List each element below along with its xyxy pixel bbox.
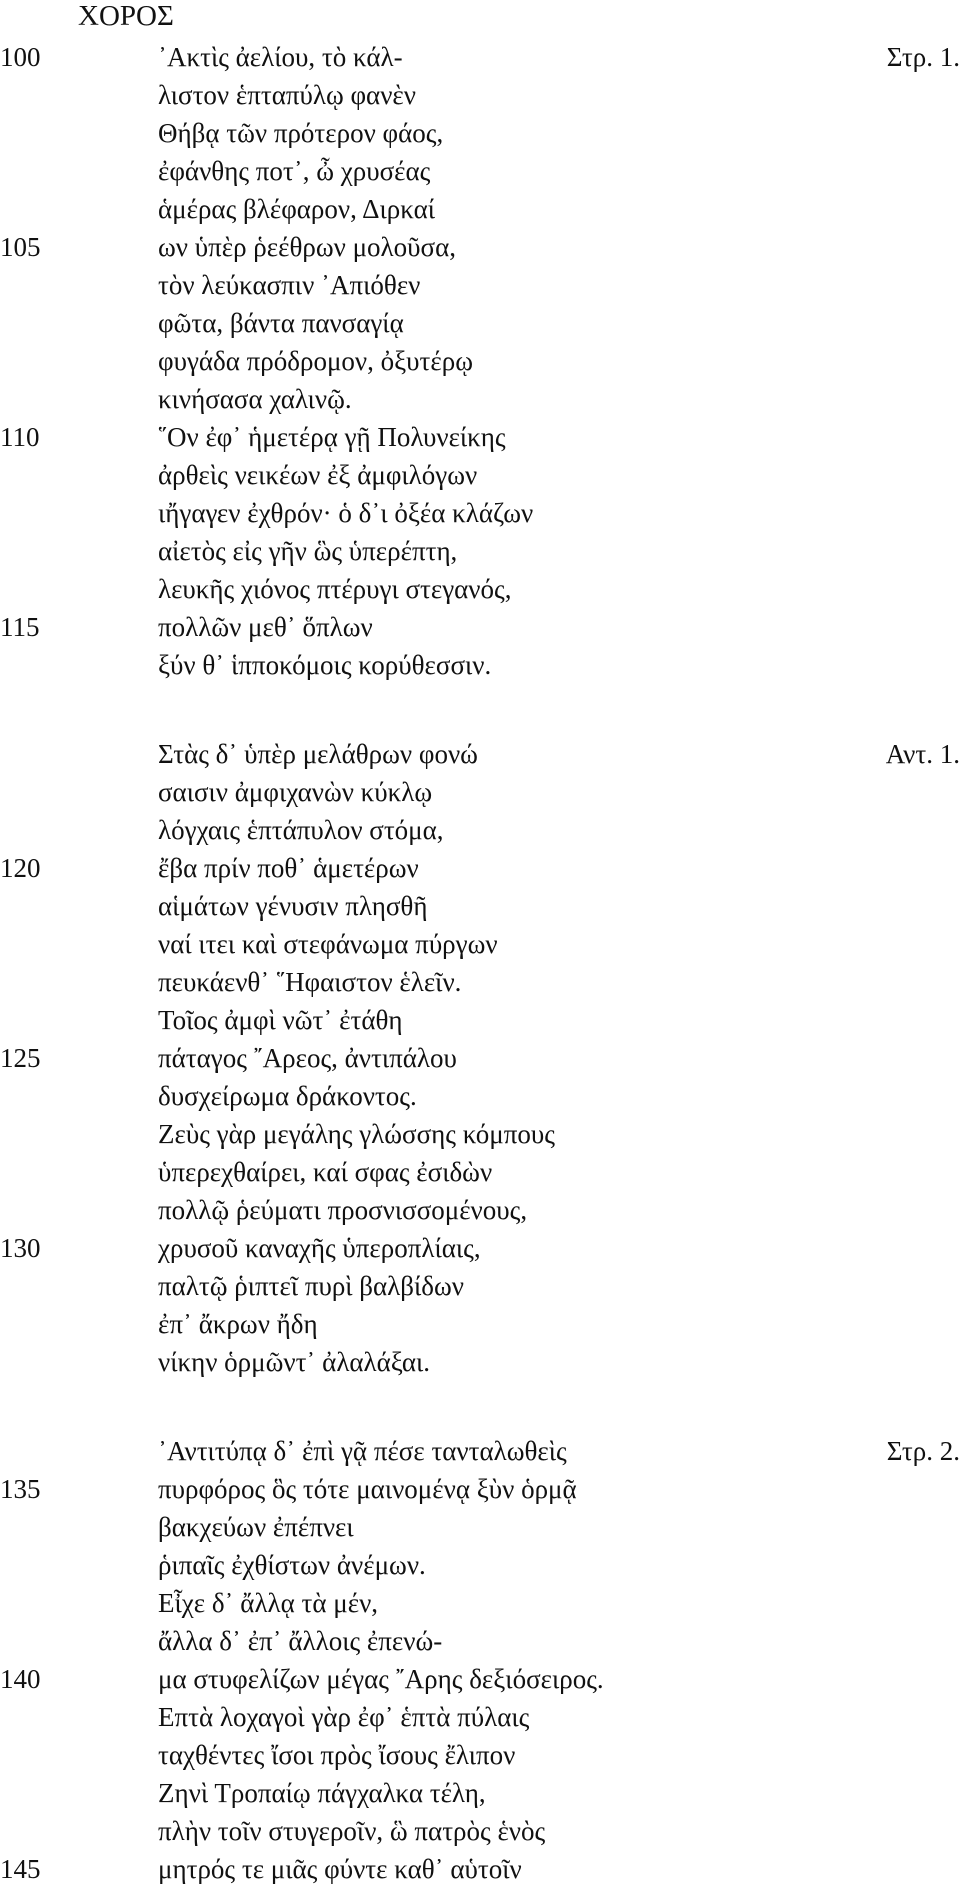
stanza-marker: Στρ. 1. xyxy=(886,42,960,72)
verse-line xyxy=(0,494,960,532)
verse-line xyxy=(0,266,960,304)
verse-text: νίκην ὁρμῶντ᾿ ἀλαλάξαι. xyxy=(158,1347,430,1377)
verse-text: δυσχείρωμα δράκοντος. xyxy=(158,1081,417,1111)
verse-text: μητρός τε μιᾶς φύντε καθ᾿ αὑτοῖν xyxy=(158,1854,522,1884)
line-number: 105 xyxy=(0,232,41,262)
verse-text: ῥιπαῖς ἐχθίστων ἀνέμων. xyxy=(158,1550,426,1580)
verse-line xyxy=(0,811,960,849)
verse-line xyxy=(0,849,960,887)
verse-line xyxy=(0,1077,960,1115)
verse-line xyxy=(0,228,960,266)
verse-line xyxy=(0,532,960,570)
line-number: 115 xyxy=(0,612,40,642)
verse-line xyxy=(0,1850,960,1888)
verse-line xyxy=(0,887,960,925)
verse-line xyxy=(0,1546,960,1584)
verse-line xyxy=(0,1508,960,1546)
verse-line xyxy=(0,1153,960,1191)
verse-text: ων ὑπὲρ ῥεέθρων μολοῦσα, xyxy=(158,232,456,262)
verse-text: αἱμάτων γένυσιν πλησθῆ xyxy=(158,891,428,921)
line-number: 145 xyxy=(0,1854,41,1884)
stanza-antistrophe-1 xyxy=(0,735,960,1381)
verse-line xyxy=(0,190,960,228)
verse-line xyxy=(0,1191,960,1229)
verse-text: λιστον ἑπταπύλῳ φανὲν xyxy=(158,80,416,110)
verse-line xyxy=(0,1305,960,1343)
verse-text: ὑπερεχθαίρει, καί σφας ἐσιδὼν xyxy=(158,1157,493,1187)
stanza-strophe-2 xyxy=(0,1432,960,1888)
verse-text: Τοῖος ἀμφὶ νῶτ᾿ ἐτάθη xyxy=(158,1005,403,1035)
verse-line xyxy=(0,1584,960,1622)
verse-text: Θήβᾳ τῶν πρότερον φάος, xyxy=(158,118,444,148)
verse-line xyxy=(0,418,960,456)
verse-text: ᾿Αντιτύπᾳ δ᾿ ἐπὶ γᾷ πέσε τανταλωθεὶς xyxy=(158,1436,567,1466)
verse-line xyxy=(0,1774,960,1812)
verse-line xyxy=(0,1039,960,1077)
verse-text: ξύν θ᾿ ἱπποκόμοις κορύθεσσιν. xyxy=(158,650,492,680)
verse-text: μα στυφελίζων μέγας ῎Αρης δεξιόσειρος. xyxy=(158,1664,604,1694)
verse-text: ῞Ον ἐφ᾿ ἡμετέρᾳ γῇ Πολυνείκης xyxy=(158,422,506,452)
verse-text: πολλῷ ῥεύματι προσνισσομένους, xyxy=(158,1195,528,1225)
verse-line xyxy=(0,1698,960,1736)
line-number: 135 xyxy=(0,1474,41,1504)
verse-line xyxy=(0,1115,960,1153)
verse-text: ᾿Ακτὶς ἀελίου, τὸ κάλ- xyxy=(158,42,403,72)
verse-line xyxy=(0,1812,960,1850)
verse-text: ἄλλα δ᾿ ἐπ᾿ ἄλλοις ἐπενώ- xyxy=(158,1626,443,1656)
verse-text: Ζηνὶ Τροπαίῳ πάγχαλκα τέλη, xyxy=(158,1778,486,1808)
verse-line xyxy=(0,342,960,380)
stanza-strophe-1 xyxy=(0,38,960,684)
verse-line xyxy=(0,152,960,190)
verse-text: ἐφάνθης ποτ᾿, ὦ χρυσέας xyxy=(158,156,431,186)
line-number: 125 xyxy=(0,1043,41,1073)
chorus-heading: ΧΟΡΟΣ xyxy=(78,0,174,32)
verse-line xyxy=(0,1736,960,1774)
verse-line xyxy=(0,773,960,811)
verse-text: ἁμέρας βλέφαρον, Διρκαί xyxy=(158,194,435,224)
verse-line xyxy=(0,380,960,418)
verse-text: λευκῆς χιόνος πτέρυγι στεγανός, xyxy=(158,574,512,604)
verse-text: τὸν λεύκασπιν ᾿Απιόθεν xyxy=(158,270,421,300)
verse-text: πολλῶν μεθ᾿ ὅπλων xyxy=(158,612,373,642)
line-number: 130 xyxy=(0,1233,41,1263)
verse-text: Στὰς δ᾿ ὑπὲρ μελάθρων φονώ xyxy=(158,739,478,769)
line-number: 100 xyxy=(0,42,41,72)
verse-text: ναί ιτει καὶ στεφάνωμα πύργων xyxy=(158,929,498,959)
verse-line xyxy=(0,304,960,342)
verse-text: αἰετὸς εἰς γῆν ὣς ὑπερέπτη, xyxy=(158,536,458,566)
verse-line xyxy=(0,1001,960,1039)
verse-text: Επτὰ λοχαγοὶ γὰρ ἐφ᾿ ἑπτὰ πύλαις xyxy=(158,1702,530,1732)
line-number: 120 xyxy=(0,853,41,883)
verse-line xyxy=(0,570,960,608)
verse-line xyxy=(0,1622,960,1660)
verse-line xyxy=(0,1229,960,1267)
verse-text: πυρφόρος ὃς τότε μαινομένᾳ ξὺν ὁρμᾷ xyxy=(158,1474,577,1504)
verse-text: φῶτα, βάντα πανσαγίᾳ xyxy=(158,308,404,338)
verse-text: βακχεύων ἐπέπνει xyxy=(158,1512,354,1542)
verse-line xyxy=(0,925,960,963)
verse-text: ἔβα πρίν ποθ᾿ ἁμετέρων xyxy=(158,853,419,883)
verse-text: ιἤγαγεν ἐχθρόν· ὁ δ᾿ι ὀξέα κλάζων xyxy=(158,498,534,528)
verse-line xyxy=(0,1343,960,1381)
verse-line xyxy=(0,114,960,152)
verse-text: Εἶχε δ᾿ ἄλλᾳ τὰ μέν, xyxy=(158,1588,379,1618)
line-number: 140 xyxy=(0,1664,41,1694)
verse-text: ἀρθεὶς νεικέων ἐξ ἀμφιλόγων xyxy=(158,460,478,490)
verse-text: φυγάδα πρόδρομον, ὀξυτέρῳ xyxy=(158,346,473,376)
verse-text: Ζεὺς γὰρ μεγάλης γλώσσης κόμπους xyxy=(158,1119,555,1149)
stanza-marker: Αντ. 1. xyxy=(885,739,960,769)
verse-text: σαισιν ἀμφιχανὼν κύκλῳ xyxy=(158,777,433,807)
verse-line xyxy=(0,646,960,684)
stanza-marker: Στρ. 2. xyxy=(886,1436,960,1466)
verse-text: πλὴν τοῖν στυγεροῖν, ὣ πατρὸς ἑνὸς xyxy=(158,1816,546,1846)
verse-text: κινήσασα χαλινῷ. xyxy=(158,384,352,414)
verse-line xyxy=(0,608,960,646)
verse-line xyxy=(0,38,960,76)
line-number: 110 xyxy=(0,422,40,452)
verse-line xyxy=(0,735,960,773)
verse-line xyxy=(0,1267,960,1305)
verse-line xyxy=(0,963,960,1001)
verse-line xyxy=(0,1432,960,1470)
verse-text: πευκάενθ᾿ ῞Ηφαιστον ἑλεῖν. xyxy=(158,967,462,997)
verse-text: πάταγος ῎Αρεος, ἀντιπάλου xyxy=(158,1043,457,1073)
verse-line xyxy=(0,1660,960,1698)
verse-line xyxy=(0,456,960,494)
verse-line xyxy=(0,76,960,114)
verse-text: ἐπ᾿ ἄκρων ἤδη xyxy=(158,1309,318,1339)
verse-text: ταχθέντες ἴσοι πρὸς ἴσους ἔλιπον xyxy=(158,1740,516,1770)
verse-text: λόγχαις ἑπτάπυλον στόμα, xyxy=(158,815,444,845)
verse-text: παλτῷ ῥιπτεῖ πυρὶ βαλβίδων xyxy=(158,1271,464,1301)
verse-text: χρυσοῦ καναχῆς ὑπεροπλίαις, xyxy=(158,1233,481,1263)
verse-line xyxy=(0,1470,960,1508)
